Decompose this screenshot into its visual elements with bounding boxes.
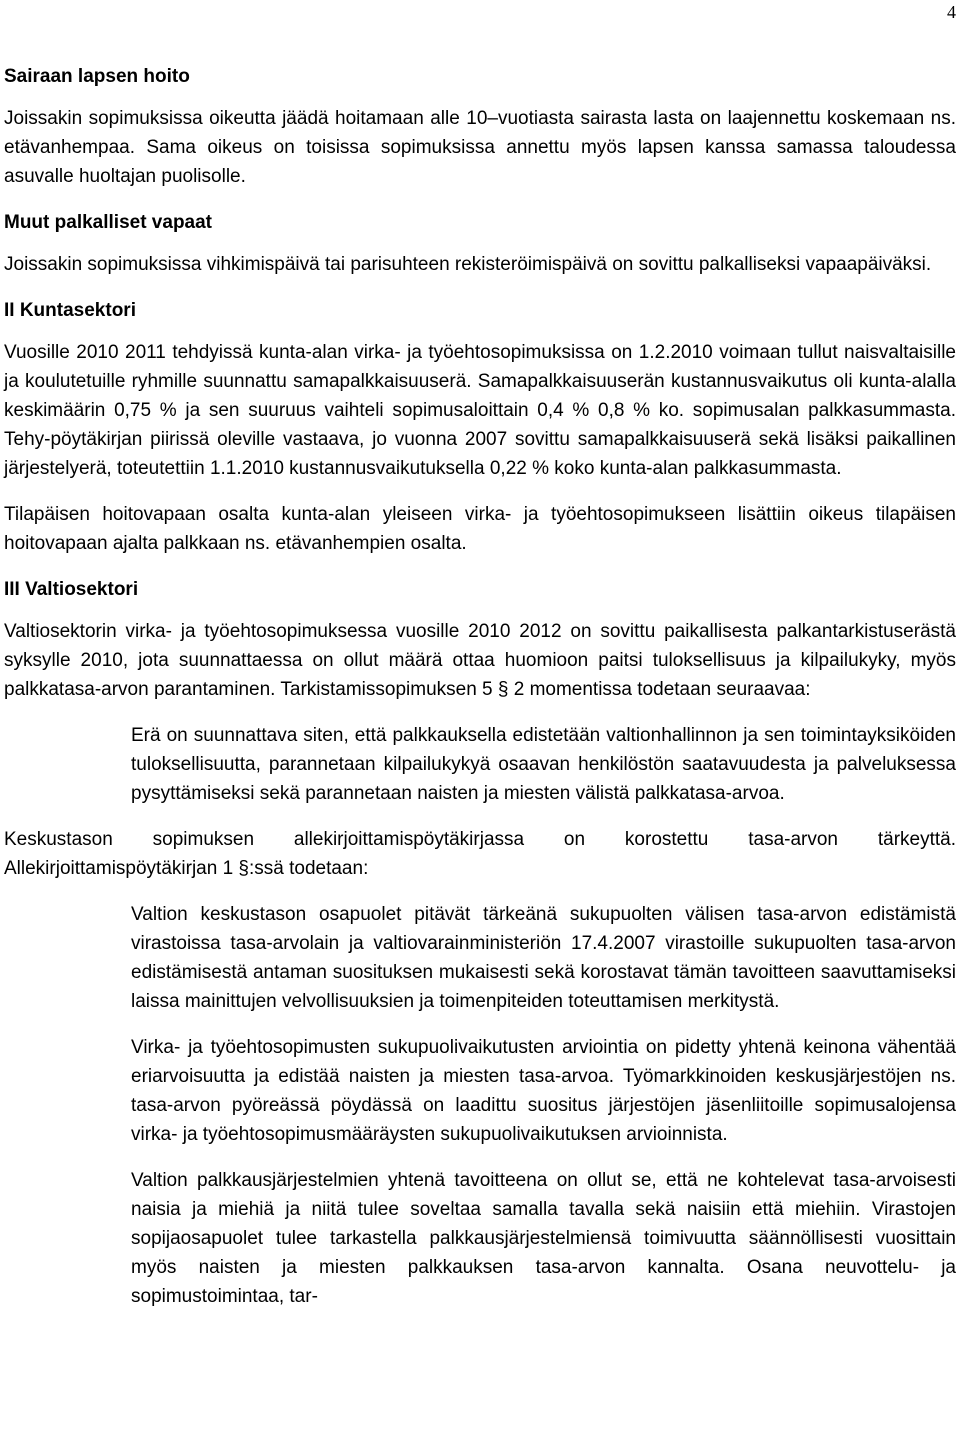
section-heading: III Valtiosektori xyxy=(4,579,139,600)
page-number: 4 xyxy=(947,2,956,22)
paragraph: Tilapäisen hoitovapaan osalta kunta-alan yleiseen virka- ja työehtosopimukseen lisättiin oikeus tilapäisen hoitovapaan ajalta palkkaan ns. etävanhempien osalta. xyxy=(4,504,956,554)
paragraph: Keskustason sopimuksen allekirjoittamispöytäkirjassa on korostettu tasa-arvon tärkeyttä. Allekirjoittamispöytäkirjan 1 §:ssä todetaan: xyxy=(4,829,956,879)
paragraph: Joissakin sopimuksissa oikeutta jäädä hoitamaan alle 10–vuotiasta sairasta lasta on laajennettu koskemaan ns. etävanhempaa. Sama oikeus on toisissa sopimuksissa annettu myös lapsen kanssa samassa taloudessa asuvalle huoltajan puolisolle. xyxy=(4,108,956,187)
block-quote: Erä on suunnattava siten, että palkkauksella edistetään valtionhallinnon ja sen toimintayksiköiden tuloksellisuutta, parannetaan kilpailukykyä osaavan henkilöstön saatavuudesta ja palveluksessa pysyttämiseksi sekä parannetaan naisten ja miesten välistä palkkatasa-arvoa. xyxy=(131,725,956,804)
paragraph: Valtiosektorin virka- ja työehtosopimuksessa vuosille 2010 2012 on sovittu paikallisesta palkantarkistuserästä syksylle 2010, jota suunnattaessa on ollut määrä ottaa huomioon paitsi tuloksellisuus ja kilpailukyky, myös palkkatasa-arvon parantaminen. Tarkistamissopimuksen 5 § 2 momentissa todetaan seuraavaa: xyxy=(4,621,956,700)
section-muut-palkalliset-vapaat xyxy=(4,208,956,279)
section-heading: II Kuntasektori xyxy=(4,300,136,321)
section-heading: Sairaan lapsen hoito xyxy=(4,66,190,87)
block-quote: Virka- ja työehtosopimusten sukupuolivaikutusten arviointia on pidetty yhtenä keinona vähentää eriarvoisuutta ja edistää naisten ja miesten tasa-arvoa. Työmarkkinoiden keskusjärjestöjen ns. tasa-arvon pyöreässä pöydässä on laadittu suositus järjestöjen jäsenliitoille sopimusalojensa virka- ja työehtosopimusmääräysten sukupuolivaikutuksen arvioinnista. xyxy=(131,1037,956,1145)
paragraph: Joissakin sopimuksissa vihkimispäivä tai parisuhteen rekisteröimispäivä on sovittu palkalliseksi vapaapäiväksi. xyxy=(4,254,932,275)
block-quote: Valtion keskustason osapuolet pitävät tärkeänä sukupuolten välisen tasa-arvon edistämistä virastoissa tasa-arvolain ja valtiovarainministeriön 17.4.2007 virastoille sukupuolten tasa-arvon edistämisestä antaman suosituksen mukaisesti sekä korostavat tämän tavoitteen saavuttamiseksi laissa mainittujen velvollisuuksien ja toimenpiteiden toteuttamisen merkitystä. xyxy=(131,904,956,1012)
section-sairaan-lapsen-hoito xyxy=(4,62,956,191)
section-kuntasektori xyxy=(4,296,956,558)
section-heading: Muut palkalliset vapaat xyxy=(4,212,213,233)
document-body xyxy=(4,62,956,1328)
block-quote: Valtion palkkausjärjestelmien yhtenä tavoitteena on ollut se, että ne kohtelevat tasa-arvoisesti naisia ja miehiä ja niitä tulee soveltaa samalla tavalla sekä naisiin että miehiin. Virastojen sopijaosapuolet tulee tarkastella palkkausjärjestelmiensä toimivuutta säännöllisesti vuosittain myös naisten ja miesten palkkauksen tasa-arvon kannalta. Osana neuvottelu- ja sopimustoimintaa, tar- xyxy=(131,1170,956,1307)
section-valtiosektori xyxy=(4,575,956,1311)
paragraph: Vuosille 2010 2011 tehdyissä kunta-alan virka- ja työehtosopimuksissa on 1.2.2010 voimaan tullut naisvaltaisille ja koulutetuille ryhmille suunnattu samapalkkaisuuserä. Samapalkkaisuuserän kustannusvaikutus oli kunta-alalla keskimäärin 0,75 % ja sen suuruus vaihteli sopimusaloittain 0,4 % 0,8 % ko. sopimusalan palkkasummasta. Tehy-pöytäkirjan piirissä oleville vastaava, jo vuonna 2007 sovittu samapalkkaisuuserä sekä lisäksi paikallinen järjestelyerä, toteutettiin 1.1.2010 kustannusvaikutuksella 0,22 % koko kunta-alan palkkasummasta. xyxy=(4,342,956,479)
